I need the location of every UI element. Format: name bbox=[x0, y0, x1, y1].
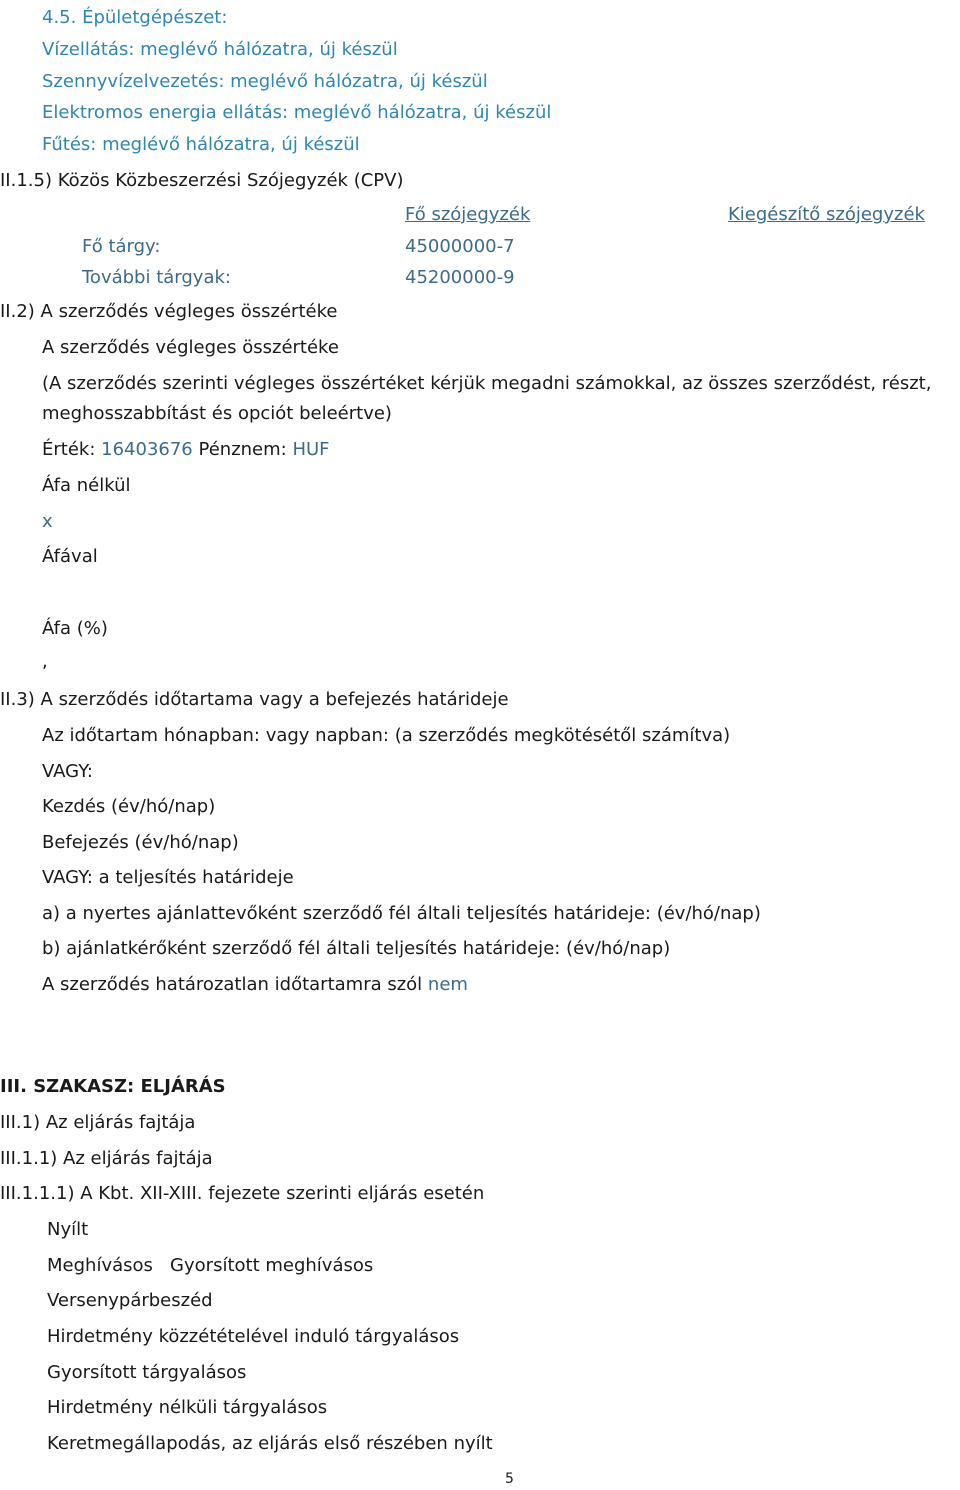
procedure-option: Gyorsított tárgyalásos bbox=[47, 1362, 247, 1383]
amount-value: 16403676 bbox=[101, 439, 193, 460]
indefinite-row bbox=[42, 974, 468, 996]
duration-line: VAGY: a teljesítés határideje bbox=[42, 867, 294, 888]
with-vat-label: Áfával bbox=[42, 546, 98, 567]
section-3-1-1-heading: III.1.1) Az eljárás fajtája bbox=[0, 1148, 213, 1169]
section-3-1-1-1-heading: III.1.1.1) A Kbt. XII-XIII. fejezete szerinti eljárás esetén bbox=[0, 1183, 485, 1204]
duration-heading: II.3) A szerződés időtartama vagy a befejezés határideje bbox=[0, 689, 509, 710]
duration-line: b) ajánlatkérőként szerződő fél általi teljesítés határideje: (év/hó/nap) bbox=[42, 938, 671, 959]
cpv-main-code: 45000000-7 bbox=[405, 236, 515, 257]
procedure-option: Hirdetmény közzétételével induló tárgyalásos bbox=[47, 1326, 460, 1347]
section-3-title: III. SZAKASZ: ELJÁRÁS bbox=[0, 1076, 226, 1097]
procedure-option: Nyílt bbox=[47, 1219, 89, 1240]
procedure-option: Hirdetmény nélküli tárgyalásos bbox=[47, 1397, 328, 1418]
currency-label: Pénznem: bbox=[198, 439, 287, 460]
section-45-line: Vízellátás: meglévő hálózatra, új készül bbox=[42, 39, 398, 60]
page-number: 5 bbox=[505, 1471, 514, 1487]
duration-line: a) a nyertes ajánlattevőként szerződő fél általi teljesítés határideje: (év/hó/nap) bbox=[42, 903, 761, 924]
value-amount-row bbox=[42, 439, 330, 461]
no-vat-label: Áfa nélkül bbox=[42, 475, 131, 496]
section-3-1-heading: III.1) Az eljárás fajtája bbox=[0, 1112, 196, 1133]
procedure-option: Meghívásos Gyorsított meghívásos bbox=[47, 1255, 374, 1276]
procedure-option: Versenypárbeszéd bbox=[47, 1290, 213, 1311]
cpv-heading: II.1.5) Közös Közbeszerzési Szójegyzék (CPV) bbox=[0, 170, 404, 191]
value-note-line: (A szerződés szerinti végleges összértéket kérjük megadni számokkal, az összes szerződést, részt, bbox=[42, 373, 932, 394]
duration-line: Az időtartam hónapban: vagy napban: (a szerződés megkötésétől számítva) bbox=[42, 725, 731, 746]
amount-label: Érték: bbox=[42, 439, 96, 460]
section-45-line: Elektromos energia ellátás: meglévő hálózatra, új készül bbox=[42, 102, 552, 123]
value-note-line: meghosszabbítást és opciót beleértve) bbox=[42, 403, 392, 424]
cpv-extra-column-header: Kiegészítő szójegyzék bbox=[728, 204, 925, 225]
vat-percent-label: Áfa (%) bbox=[42, 618, 108, 639]
cpv-other-label: További tárgyak: bbox=[82, 267, 231, 288]
duration-line: Kezdés (év/hó/nap) bbox=[42, 796, 216, 817]
section-45-line: Szennyvízelvezetés: meglévő hálózatra, új készül bbox=[42, 71, 488, 92]
value-heading: II.2) A szerződés végleges összértéke bbox=[0, 301, 338, 322]
procedure-option: Keretmegállapodás, az eljárás első részében nyílt bbox=[47, 1433, 493, 1454]
section-45-line: Fűtés: meglévő hálózatra, új készül bbox=[42, 134, 360, 155]
currency-value: HUF bbox=[292, 439, 330, 460]
no-vat-mark: x bbox=[42, 511, 53, 532]
value-subheading: A szerződés végleges összértéke bbox=[42, 337, 339, 358]
cpv-main-column-header: Fő szójegyzék bbox=[405, 204, 531, 225]
cpv-main-label: Fő tárgy: bbox=[82, 236, 161, 257]
duration-line: Befejezés (év/hó/nap) bbox=[42, 832, 239, 853]
vat-percent-value: , bbox=[42, 651, 48, 672]
indefinite-value: nem bbox=[427, 974, 468, 995]
cpv-other-code: 45200000-9 bbox=[405, 267, 515, 288]
section-45-heading: 4.5. Épületgépészet: bbox=[42, 7, 228, 28]
duration-line: VAGY: bbox=[42, 761, 93, 782]
indefinite-label: A szerződés határozatlan időtartamra szól bbox=[42, 974, 423, 995]
